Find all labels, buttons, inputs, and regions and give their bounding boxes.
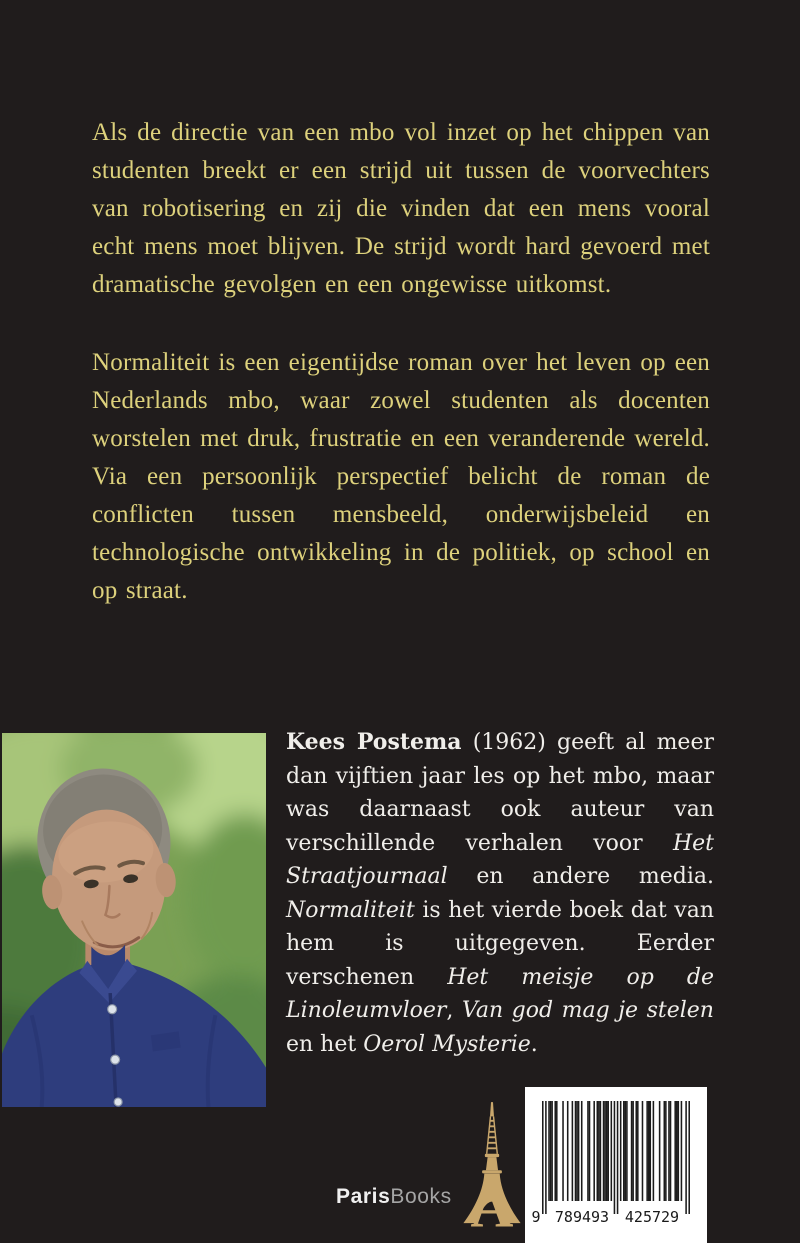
author-photo xyxy=(2,733,266,1107)
publisher-name xyxy=(336,1185,452,1209)
eiffel-tower-icon xyxy=(459,1102,525,1232)
publisher-name-books: Books xyxy=(390,1185,452,1208)
barcode-bars xyxy=(542,1101,690,1214)
author-bio: Kees Postema (1962) geeft al meer dan vijftien jaar les op het mbo, maar was daarnaast ook auteur van verschillende verhalen voor Het Straatjournaal en andere media. Normaliteit is het vierde boek dat van hem is uitgegeven. Eerder verschenen Het meisje op de Linoleumvloer, Van god mag je stelen en het Oerol Mysterie. xyxy=(286,729,714,1057)
synopsis-section xyxy=(92,114,710,610)
barcode-digits xyxy=(525,1208,695,1226)
barcode-digit-group2: 425729 xyxy=(624,1208,680,1226)
barcode-digit-lead: 9 xyxy=(531,1208,541,1226)
isbn-barcode xyxy=(525,1087,707,1243)
synopsis-paragraph-2: Normaliteit is een eigentijdse roman over het leven op een Nederlands mbo, waar zowel studenten als docenten worstelen met druk, frustratie en een veranderende wereld. Via een persoonlijk perspectief belicht de roman de conflicten tussen mensbeeld, onderwijsbeleid en technologische ontwikkeling in de politiek, op school en op straat. xyxy=(92,349,710,604)
synopsis-paragraph-1: Als de directie van een mbo vol inzet op het chippen van studenten breekt er een strijd uit tussen de voorvechters van robotisering en zij die vinden dat een mens vooral echt mens moet blijven. De strijd wordt hard gevoerd met dramatische gevolgen en een ongewisse uitkomst. xyxy=(92,119,710,298)
barcode-digit-group1: 789493 xyxy=(554,1208,610,1226)
author-portrait-illustration xyxy=(2,733,266,1107)
publisher-name-paris: Paris xyxy=(336,1185,391,1208)
svg-text:A: A xyxy=(470,1173,514,1232)
publisher-logo xyxy=(330,1100,525,1235)
